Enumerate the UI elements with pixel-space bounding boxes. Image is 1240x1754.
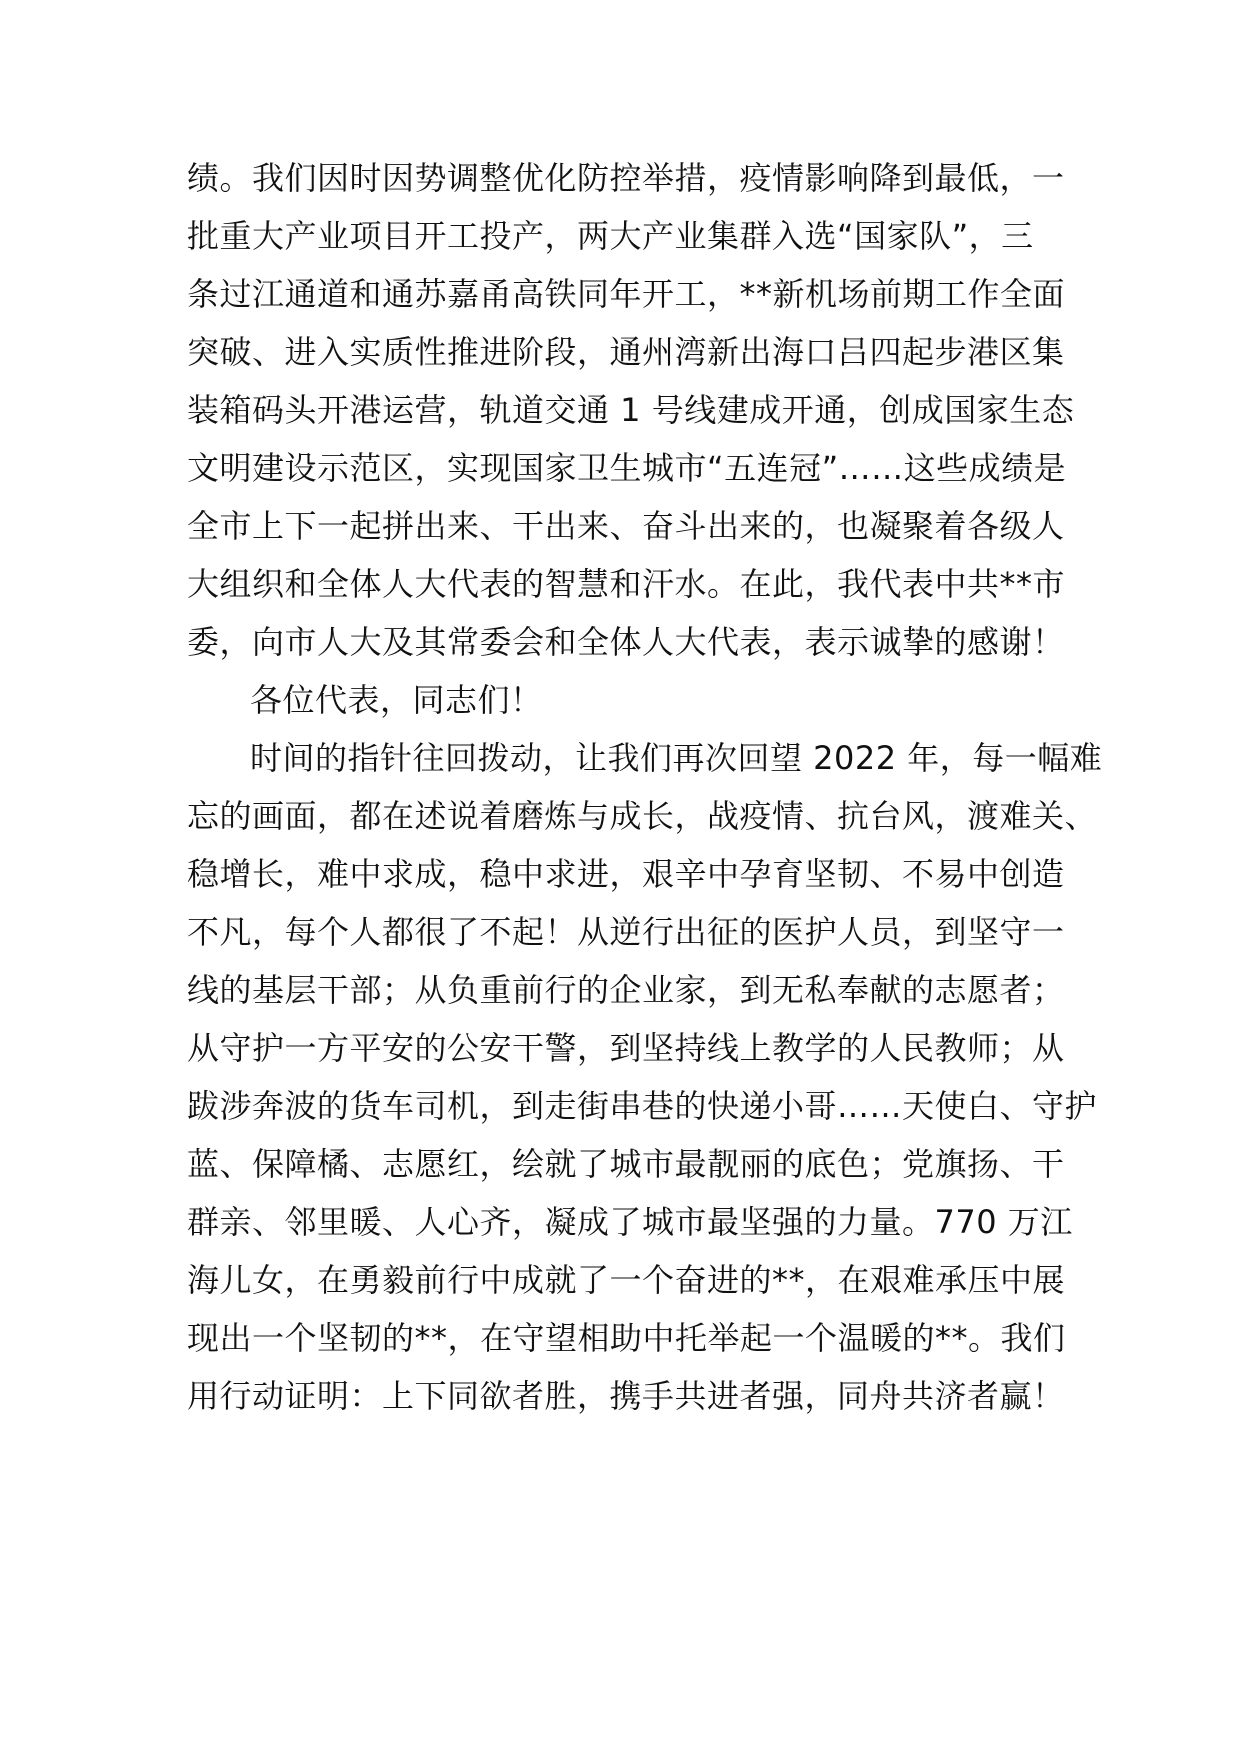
text-line: 时间的指针往回拨动，让我们再次回望 2022 年，每一幅难 <box>250 739 1103 777</box>
text-line: 群亲、邻里暖、人心齐，凝成了城市最坚强的力量。770 万江 <box>187 1203 1073 1241</box>
text-line: 批重大产业项目开工投产，两大产业集群入选“国家队”，三 <box>187 217 1034 255</box>
text-line: 蓝、保障橘、志愿红，绘就了城市最靓丽的底色；党旗扬、干 <box>187 1145 1065 1183</box>
text-line: 文明建设示范区，实现国家卫生城市“五连冠”……这些成绩是 <box>187 449 1067 487</box>
text-line: 装箱码头开港运营，轨道交通 1 号线建成开通，创成国家生态 <box>187 391 1075 429</box>
text-line: 不凡，每个人都很了不起！从逆行出征的医护人员，到坚守一 <box>187 913 1065 951</box>
text-line: 各位代表，同志们！ <box>250 681 543 719</box>
text-line: 线的基层干部；从负重前行的企业家，到无私奉献的志愿者； <box>187 971 1065 1009</box>
text-line: 用行动证明：上下同欲者胜，携手共进者强，同舟共济者赢！ <box>187 1377 1065 1415</box>
text-line: 条过江通道和通苏嘉甬高铁同年开工，**新机场前期工作全面 <box>187 275 1066 313</box>
text-line: 突破、进入实质性推进阶段，通州湾新出海口吕四起步港区集 <box>187 333 1065 371</box>
text-line: 绩。我们因时因势调整优化防控举措，疫情影响降到最低，一 <box>187 159 1065 197</box>
text-line: 忘的画面，都在述说着磨炼与成长，战疫情、抗台风，渡难关、 <box>187 797 1098 835</box>
text-line: 委，向市人大及其常委会和全体人大代表，表示诚挚的感谢！ <box>187 623 1065 661</box>
text-line: 海儿女，在勇毅前行中成就了一个奋进的**，在艰难承压中展 <box>187 1261 1066 1299</box>
text-line: 稳增长，难中求成，稳中求进，艰辛中孕育坚韧、不易中创造 <box>187 855 1065 893</box>
text-line: 从守护一方平安的公安干警，到坚持线上教学的人民教师；从 <box>187 1029 1065 1067</box>
text-line: 大组织和全体人大代表的智慧和汗水。在此，我代表中共**市 <box>187 565 1066 603</box>
text-line: 全市上下一起拼出来、干出来、奋斗出来的，也凝聚着各级人 <box>187 507 1065 545</box>
text-line: 跋涉奔波的货车司机，到走街串巷的快递小哥……天使白、守护 <box>187 1087 1098 1125</box>
text-line: 现出一个坚韧的**，在守望相助中托举起一个温暖的**。我们 <box>187 1319 1066 1357</box>
